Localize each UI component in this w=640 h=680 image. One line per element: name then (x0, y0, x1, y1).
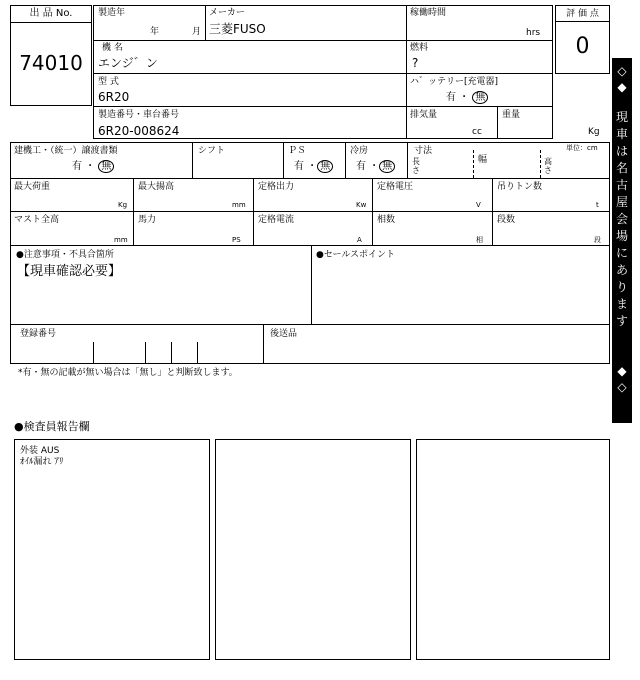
seizonen-label: 製造年 (98, 8, 126, 18)
rated-voltage-label: 定格電圧 (377, 182, 414, 192)
inspector-box-2 (215, 439, 411, 660)
haiki-unit: cc (472, 127, 482, 137)
dansu-unit: 段 (594, 236, 601, 244)
banner-char: 屋 (615, 195, 628, 209)
caution-value: 【現車確認必要】 (17, 264, 122, 279)
mast-unit: mm (114, 236, 128, 244)
rated-output-unit: Kw (356, 201, 367, 209)
rated-current-unit: A (357, 236, 362, 244)
sunpo-label: 寸法 (414, 146, 433, 156)
sousu-label: 相数 (377, 215, 396, 225)
footnote: *有・無の記載が無い場合は「無し」と判断致します。 (18, 368, 238, 378)
juryo-label: 重量 (502, 110, 521, 120)
diamond-filled-icon: ◆ (617, 80, 627, 94)
dansu-label: 段数 (497, 215, 516, 225)
taka-label: 高 さ (544, 157, 552, 175)
rated-current-label: 定格電流 (258, 215, 295, 225)
haiki-label: 排気量 (410, 110, 438, 120)
hyouka-label: 評 価 点 (566, 9, 599, 19)
kenki-option: 有 ・ 無 (72, 160, 114, 173)
shuppin-label-cell (10, 5, 92, 23)
banner-char: り (615, 280, 628, 294)
ps-ari: 有 (294, 161, 304, 172)
tonnage-label: 吊りトン数 (497, 182, 543, 192)
side-banner (612, 58, 632, 423)
max-load-unit: Kg (118, 201, 128, 209)
rated-voltage-unit: V (476, 201, 481, 209)
mast-label: マスト全高 (14, 215, 60, 225)
battery-option: 有 ・ 無 (446, 91, 488, 104)
banner-char: 古 (615, 178, 628, 192)
nenryo-value: ? (412, 56, 419, 70)
reibou-ari: 有 (356, 161, 366, 172)
touroku-label: 登録番号 (20, 329, 57, 339)
maker-label: メーカー (209, 8, 245, 18)
reibou-label: 冷房 (350, 146, 369, 156)
sousu-unit: 相 (476, 236, 483, 244)
hyouka-label-cell (555, 5, 610, 22)
haba-label: 幅 (478, 155, 488, 165)
battery-label: ハ゛ッテリー[充電器] (410, 77, 499, 87)
kenki-label: 建機工・（統一）譲渡書類 (14, 146, 118, 156)
hours-unit: hrs (526, 28, 541, 38)
banner-char: あ (615, 263, 628, 277)
shuppin-value-cell (10, 22, 92, 106)
sales-label: ●セールスポイント (316, 250, 396, 260)
juryo-unit: Kg (588, 127, 600, 137)
banner-char: 現 (615, 110, 628, 124)
max-lift-unit: mm (232, 201, 246, 209)
shuppin-value: 74010 (19, 51, 83, 75)
tonnage-unit: t (596, 201, 599, 209)
hours-label: 稼働時間 (410, 8, 447, 18)
banner-char: は (615, 144, 628, 158)
banner-char: 会 (615, 212, 628, 226)
bariki-label: 馬力 (138, 215, 157, 225)
kimei-value: エンジ゛ン (98, 56, 158, 70)
ps-label: ＰＳ (288, 146, 307, 156)
max-load-label: 最大荷重 (14, 182, 51, 192)
banner-char: 名 (615, 161, 628, 175)
shuppin-label: 出 品 No. (29, 8, 73, 19)
kenki-ari: 有 (72, 161, 82, 172)
caution-label: ●注意事項・不具合箇所 (16, 250, 114, 260)
bariki-unit: PS (232, 236, 241, 244)
diamond-outline-icon: ◇ (617, 64, 627, 78)
diamond-outline-icon: ◇ (617, 380, 627, 394)
banner-char: す (615, 314, 628, 328)
tsuki-unit: 月 (192, 27, 202, 37)
kata-label: 型 式 (98, 77, 119, 87)
inspector-line-2: ｵｲﾙ漏れ ｱﾘ (20, 457, 64, 467)
battery-nashi-circled: 無 (472, 91, 488, 104)
tani-label: 単位：cm (566, 144, 598, 152)
naga-label: 長 さ (412, 157, 420, 175)
serial-label: 製造番号・車台番号 (98, 110, 180, 120)
banner-char: に (615, 246, 628, 260)
inspector-box-1 (14, 439, 210, 660)
reibou-nashi-circled: 無 (379, 160, 395, 173)
maker-value: 三菱FUSO (209, 22, 266, 36)
ps-nashi-circled: 無 (317, 160, 333, 173)
banner-char: 車 (615, 127, 628, 141)
inspector-title: ●検査員報告欄 (14, 420, 90, 433)
banner-char: 場 (615, 229, 628, 243)
reibou-option: 有 ・ 無 (356, 160, 395, 173)
inspector-box-3 (416, 439, 610, 660)
kata-value: 6R20 (98, 90, 130, 104)
kimei-label: 機 名 (102, 43, 123, 53)
ps-option: 有 ・ 無 (294, 160, 333, 173)
nen-unit: 年 (150, 27, 160, 37)
inspector-line-1: 外装 AUS (20, 446, 60, 456)
nenryo-label: 燃料 (410, 43, 429, 53)
battery-ari: 有 (446, 92, 456, 103)
banner-char: ま (615, 297, 628, 311)
hyouka-value-cell (555, 21, 610, 74)
hyouka-value: 0 (575, 34, 590, 59)
spec-grid (10, 142, 610, 246)
shift-label: シフト (198, 146, 226, 156)
rated-output-label: 定格出力 (258, 182, 295, 192)
max-lift-label: 最大揚高 (138, 182, 175, 192)
kousou-label: 後送品 (270, 329, 298, 339)
kenki-nashi-circled: 無 (98, 160, 114, 173)
diamond-filled-icon: ◆ (617, 364, 627, 378)
registration-grid (10, 324, 610, 364)
serial-value: 6R20-008624 (98, 124, 180, 138)
